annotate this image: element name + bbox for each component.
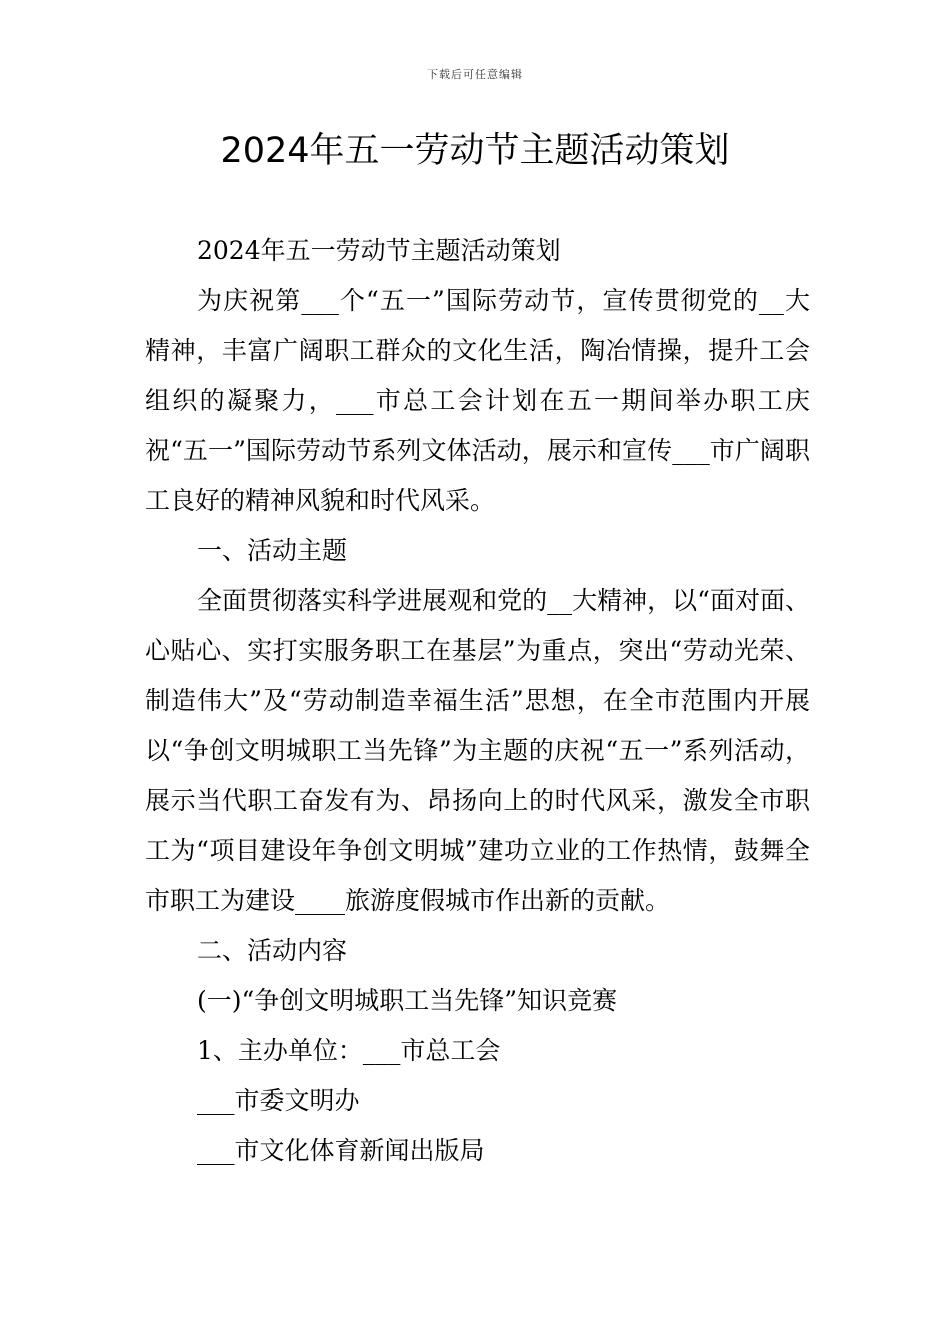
- list-item-organizer: 1、主办单位：___市总工会: [197, 1036, 501, 1065]
- section-heading-content: 二、活动内容: [197, 936, 348, 965]
- document-title: 2024年五一劳动节主题活动策划: [220, 131, 730, 171]
- document-body: [145, 226, 810, 1176]
- section-heading-theme: 一、活动主题: [197, 536, 348, 565]
- list-item-civilization-office: ___市委文明办: [197, 1086, 360, 1115]
- paragraph-subtitle: 2024年五一劳动节主题活动策划: [197, 236, 561, 265]
- list-item-culture-bureau: ___市文化体育新闻出版局: [197, 1136, 485, 1165]
- paragraph-theme: 全面贯彻落实科学进展观和党的__大精神，以“面对面、心贴心、实打实服务职工在基层”为重点，突出“劳动光荣、制造伟大”及“劳动制造幸福生活”思想，在全市范围内开展以“争创文明城职工当先锋”为主题的庆祝“五一”系列活动，展示当代职工奋发有为、昂扬向上的时代风采，激发全市职工为“项目建设年争创文明城”建功立业的工作热情，鼓舞全市职工为建设____旅游度假城市作出新的贡献。: [145, 586, 810, 915]
- subsection-heading-quiz: (一)“争创文明城职工当先锋”知识竞赛: [197, 986, 618, 1015]
- header-note: 下载后可任意编辑: [427, 68, 523, 81]
- paragraph-intro: 为庆祝第___个“五一”国际劳动节，宣传贯彻党的__大精神，丰富广阔职工群众的文化生活，陶冶情操，提升工会组织的凝聚力，___市总工会计划在五一期间举办职工庆祝“五一”国际劳动节系列文体活动，展示和宣传___市广阔职工良好的精神风貌和时代风采。: [145, 286, 810, 515]
